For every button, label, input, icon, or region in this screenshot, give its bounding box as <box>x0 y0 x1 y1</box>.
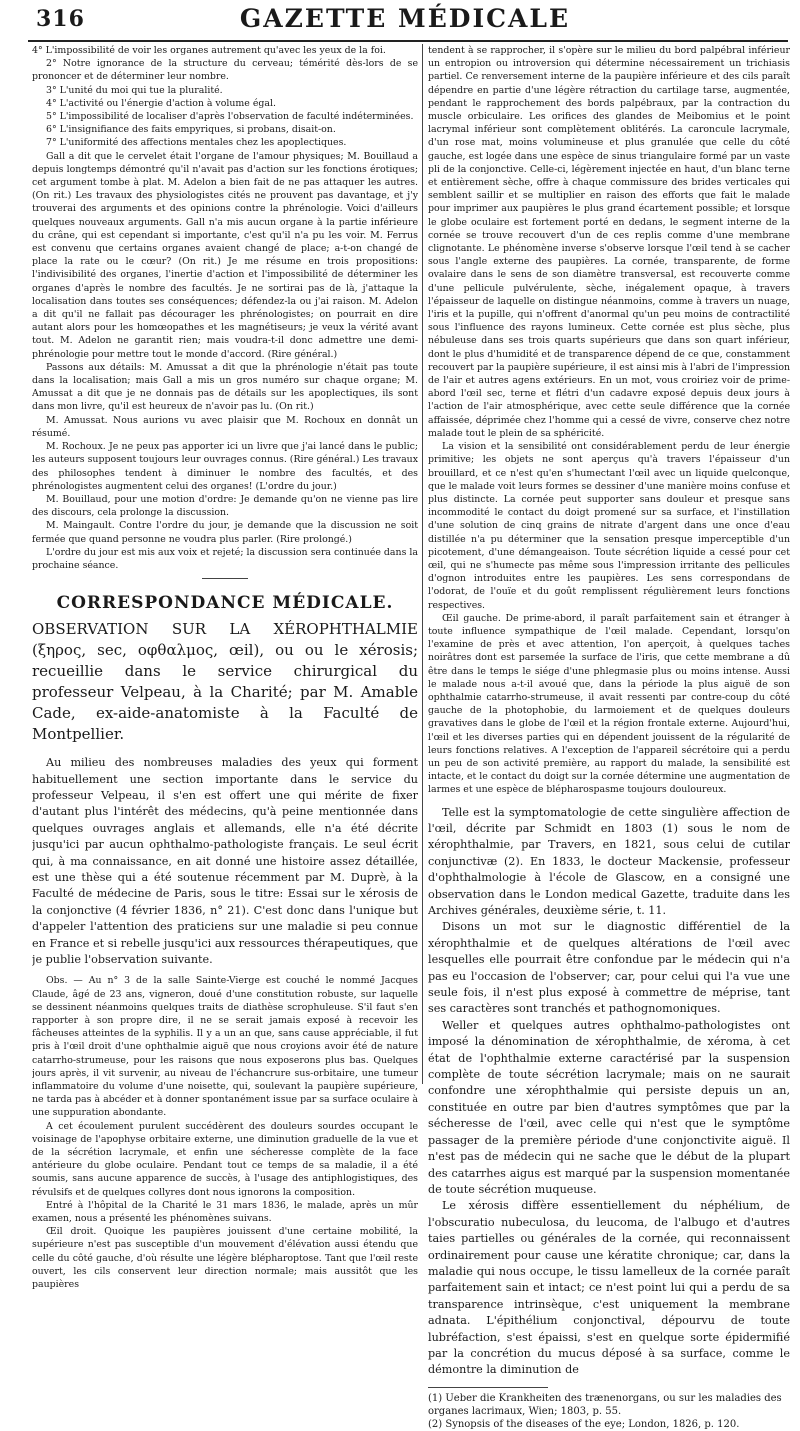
debate-item: 3° L'unité du moi qui tue la pluralité. <box>46 84 223 96</box>
section-divider <box>202 578 248 579</box>
observation-paragraph: Entré à l'hôpital de la Charité le 31 mars 1836, le malade, après un mûr examen, nous a présenté les phénomènes suivans. <box>32 1199 418 1225</box>
left-column <box>32 44 418 1291</box>
journal-title: GAZETTE MÉDICALE <box>239 4 571 33</box>
header-rule <box>28 40 788 42</box>
section-title: CORRESPONDANCE MÉDICALE. <box>56 593 394 614</box>
discussion-paragraph: Disons un mot sur le diagnostic différentiel de la xérophthalmie et de quelques altérations de l'œil avec lesquelles elle pourrait être confondue par le médecin qui n'a pas eu l'occasion de l'observer; car, pour celui qui l'a vue une seule fois, il n'est plus exposé à commettre de méprise, tant ses caractères sont tranchés et pathognomoniques. <box>428 920 790 1016</box>
debate-item: 4° L'impossibilité de voir les organes autrement qu'avec les yeux de la foi. <box>32 45 386 56</box>
observation-paragraph: Œil droit. Quoique les paupières jouissent d'une certaine mobilité, la supérieure n'est pas susceptible d'un mouvement d'élévation aussi étendu que celle du côté gauche, d'où résulte une légère blépharoptose. Tant que l'œil reste ouvert, les cils conservent leur direction normale; mais aussitôt que les paupières <box>32 1226 418 1291</box>
debate-item: 4° L'activité ou l'énergie d'action à volume égal. <box>46 97 276 109</box>
footnote-rule <box>428 1387 548 1388</box>
observation-paragraph: Obs. — Au n° 3 de la salle Sainte-Vierge est couché le nommé Jacques Claude, âgé de 23 ans, vigneron, doué d'une constitution robuste, sur laquelle se dessinent néanmoins quelques traits de diathèse scrophuleuse. S'il faut s'en rapporter à son propre dire, il ne se serait jamais exposé à recevoir les fâcheuses atteintes de la syphilis. Il y a un an que, sans cause appréciable, il fut pris à l'œil droit d'une ophthalmie aiguë que nous croyions avoir été de nature catarrho-strumeuse, pour les raisons que nous exposerons plus bas. Quelques jours après, il vit survenir, au niveau de l'échancrure sus-orbitaire, une tumeur inflammatoire du volume d'une noisette, qui, soulevant la paupière supérieure, ne tarda pas à abcéder et à donner spontanément issue par sa surface oculaire à une suppuration abondante. <box>32 975 418 1119</box>
debate-item: 6° L'insignifiance des faits empyriques, si probans, disait-on. <box>46 124 336 136</box>
debate-item: 7° L'uniformité des affections mentales chez les apoplectiques. <box>46 137 347 149</box>
column-divider <box>422 44 423 1084</box>
debate-paragraph: Gall a dit que le cervelet était l'organe de l'amour physiques; M. Bouillaud a depuis longtemps démontré qu'il n'avait pas d'action sur les fonctions érotiques; cet argument tombe à plat. M. Adelon a bien fait de ne pas attaquer les autres. (On rit.) Les travaux des physiologistes cités ne prouvent pas davantage, et j'y trouverai des arguments et des opinions contre la phrénologie. Voici d'ailleurs quelques nouveaux arguments. Gall n'a mis aucun organe à la partie inférieure du crâne, qui est cependant si importante, c'est qu'il n'a pu les voir. M. Ferrus est convenu que certains organes avaient changé de place; a-t-on changé de place la rate ou le cœur? (On rit.) Je me résume en trois propositions: l'indivisibilité des organes, l'inertie d'action et l'impossibilité de déterminer les organes d'après le nombre des facultés. Je ne sortirai pas de là, j'attaque la localisation dans toutes ses conséquences; défendez-la ou j'ai raison. M. Adelon a dit qu'il ne fallait pas décourager les phrénologistes; on pourrait en dire autant alors pour les homœopathes et les magnétiseurs; je veux la vérité avant tout. M. Adelon ne garantit rien; mais voudra-t-il donc admettre une demi-phrénologie pour mettre tout le monde d'accord. (Rire général.) <box>32 150 418 360</box>
debate-speaker-paragraph: M. Amussat. Nous aurions vu avec plaisir que M. Rochoux en donnât un résumé. <box>32 414 418 439</box>
discussion-paragraph: Telle est la symptomatologie de cette singulière affection de l'œil, décrite par Schmidt en 1803 (1) sous le nom de xérophthalmie, par Travers, en 1821, sous celui de cutilar conjunctivæ (2). En 1833, le docteur Mackensie, professeur d'ophthalmologie à l'école de Glascow, en a consigné une observation dans le London medical Gazette, traduite dans les Archives générales, deuxième série, t. 11. <box>428 805 790 918</box>
article-title: OBSERVATION SUR LA XÉROPHTHALMIE (ξηρος, sec, οφθαλμος, œil), ou ou le xérosis; recueillie dans le service chirurgical du professeur Velpeau, à la Charité; par M. Amable Cade, ex-aide-anatomiste à la Faculté de Montpellier. <box>32 620 418 744</box>
discussion-paragraph: Weller et quelques autres ophthalmo-pathologistes ont imposé la dénomination de xérophthalmie, de xéroma, à cet état de l'ophthalmie externe caractérisé par la suspension complète de toute sécrétion lacrymale; mais on ne saurait confondre une xérophthalmie qui persiste depuis un an, constituée en outre par bien d'autres symptômes que par la sécheresse de l'œil, avec celle qui n'est que le symptôme passager de la première période d'une conjonctivite aiguë. Il n'est pas de médecin qui ne sache que le début de la plupart des catarrhes aigus est marqué par la suspension momentanée de toute sécrétion muqueuse. <box>428 1018 790 1196</box>
debate-paragraph: Passons aux détails: M. Amussat a dit que la phrénologie n'était pas toute dans la localisation; mais Gall a mis un gros numéro sur chaque organe; M. Amussat a dit que je ne donnais pas de détails sur les apoplectiques, ils sont dans mon livre, qu'il est heureux de n'avoir pas lu. (On rit.) <box>32 361 418 413</box>
footnote: (2) Synopsis of the diseases of the eye; London, 1826, p. 120. <box>428 1418 740 1430</box>
page-number: 316 <box>36 6 85 32</box>
observation-continuation: tendent à se rapprocher, il s'opère sur le milieu du bord palpébral inférieur un entropion ou introversion qui détermine nécessairement un trichiasis partiel. Ce renversement interne de la paupière inférieure et des cils paraît dépendre en partie d'une légère rétraction du cartilage tarse, augmentée, pendant le rapprochement des bords palpébraux, par la contraction du muscle orbiculaire. Les orifices des glandes de Meibomius et le point lacrymal inférieur sont complètement oblitérés. La caroncule lacrymale, d'un rose mat, moins volumineuse et plus granulée que celle du côté gauche, est logée dans une espèce de sinus triangulaire formé par un vaste pli de la conjonctive. Celle-ci, légèrement injectée en haut, d'un blanc terne et entièrement sèche, offre à chaque commissure des brides verticales qui semblent saillir et se multiplier en raison des efforts que fait le malade pour imprimer aux paupières le plus grand écartement possible; et lorsque le globe oculaire est fortement porté en dedans, le segment interne de la cornée se trouve recouvert d'un de ces replis comme d'une membrane clignotante. Le phénomène inverse s'observe lorsque l'œil tend à se cacher sous l'angle externe des paupières. La cornée, transparente, de forme ovalaire dans le sens de son diamètre transversal, est recouverte comme d'une pellicule pulvérulente, sèche, inégalement opaque, à travers l'épaisseur de laquelle on distingue néanmoins, comme à travers un nuage, l'iris et la pupille, qui n'offrent d'anormal qu'un peu moins de contractilité sous l'influence des rayons lumineux. Cette cornée est plus sèche, plus nébuleuse dans ses trois quarts supérieurs que dans son quart inférieur, dont le plus d'humidité et de transparence dépend de ce que, constamment recouvert par la paupière supérieure, il est ainsi mis à l'abri de l'impression de l'air et autres agens extérieurs. En un mot, vous croiriez voir de prime-abord l'œil sec, terne et flétri d'un cadavre exposé depuis deux jours à l'action de l'air atmosphérique, avec cette seule différence que la cornée affaissée, déprimée chez l'homme qui a cessé de vivre, conserve chez notre malade tout le plein de sa sphéricité. <box>428 45 790 439</box>
discussion-paragraph: Le xérosis diffère essentiellement du néphélium, de l'obscuratio nubeculosa, du leucoma, de l'albugo et d'autres taies partielles ou générales de la cornée, qui reconnaissent ordinairement pour cause une kératite chronique; car, dans la maladie qui nous occupe, le tissu lamelleux de la cornée paraît parfaitement sain et intact; ce n'est point lui qui a perdu de sa transparence intrinsèque, c'est uniquement la membrane adnata. L'épithélium conjonctival, dépourvu de toute lubréfaction, s'est épaissi, s'est en quelque sorte épidermifié par la concrétion du mucus déposé à sa surface, comme le démontre la diminution de <box>428 1199 790 1377</box>
debate-item: 5° L'impossibilité de localiser d'après l'observation de faculté indéterminées. <box>46 111 414 123</box>
observation-paragraph: La vision et la sensibilité ont considérablement perdu de leur énergie primitive; les objets ne sont aperçus qu'à travers l'épaisseur d'un brouillard, et ce n'est qu'en s'humectant l'œil avec un liquide quelconque, que le malade voit leurs formes se dessiner d'une manière moins confuse et plus distincte. La cornée peut supporter sans douleur et presque sans incommodité le contact du doigt promené sur sa surface, et l'instillation d'une solution de cinq grains de nitrate d'argent dans une once d'eau distillée n'a pu déterminer que la sensation presque imperceptible d'un picotement, d'une démangeaison. Toute sécrétion liquide a cessé pour cet œil, qui ne s'humecte pas même sous l'impression irritante des pellicules d'ognon introduites entre les paupières. Les sens correspondans de l'odorat, de l'ouïe et du goût remplissent régulièrement leurs fonctions respectives. <box>428 441 790 611</box>
footnote: (1) Ueber die Krankheiten des trænenorgans, ou sur les maladies des organes lacrimaux, Wien; 1803, p. 55. <box>428 1392 782 1417</box>
debate-speaker-paragraph: M. Rochoux. Je ne peux pas apporter ici un livre que j'ai lancé dans le public; les auteurs supposent toujours leur ouvrages connus. (Rire général.) Les travaux des philosophes tendent à diminuer le nombre des facultés, et des phrénologistes augmentent celui des organes! (L'ordre du jour.) <box>32 441 418 492</box>
right-column <box>428 44 790 1431</box>
observation-paragraph: Œil gauche. De prime-abord, il paraît parfaitement sain et étranger à toute influence sympathique de l'œil malade. Cependant, lorsqu'on l'examine de près et avec attention, l'on aperçoit, à quelques taches noirâtres dont est parsemée la surface de l'iris, que cette membrane a dû être dans le temps le siége d'une phlegmasie plus ou moins intense. Aussi le malade nous a-t-il avoué que, dans la période la plus aiguë de son ophthalmie catarrho-strumeuse, il avait ressenti par contre-coup du côté gauche de la photophobie, du larmoiement et de quelques douleurs gravatives dans le globe de l'œil et la région frontale externe. Aujourd'hui, l'œil et les diverses parties qui en dépendent jouissent de la régularité de leurs fonctions relatives. A l'exception de l'appareil sécrétoire qui a perdu un peu de son activité première, au rapport du malade, la sensibilité est intacte, et le contact du doigt sur la cornée détermine une augmentation de larmes et une espèce de blépharospasme toujours douloureux. <box>428 612 790 796</box>
page-header <box>20 4 790 38</box>
debate-closing: L'ordre du jour est mis aux voix et rejeté; la discussion sera continuée dans la prochaine séance. <box>32 546 418 571</box>
debate-speaker-paragraph: M. Bouillaud, pour une motion d'ordre: Je demande qu'on ne vienne pas lire des discours, cela prolonge la discussion. <box>32 493 418 519</box>
observation-paragraph: A cet écoulement purulent succédèrent des douleurs sourdes occupant le voisinage de l'apophyse orbitaire externe, une diminution graduelle de la vue et de la sécrétion lacrymale, et enfin une sécheresse complète de la face antérieure du globe oculaire. Pendant tout ce temps de sa maladie, il a été soumis, sans aucune apparence de succès, à l'usage des antiphlogistiques, des révulsifs et de quelques collyres dont nous ignorons la composition. <box>32 1120 418 1198</box>
article-intro: Au milieu des nombreuses maladies des yeux qui forment habituellement une section importante dans le service du professeur Velpeau, il s'en est offert une qui mérite de fixer d'autant plus l'intérêt des médecins, qu'à peine mentionnée dans quelques ouvrages anglais et allemands, elle n'a été décrite jusqu'ici par aucun ophthalmo-pathologiste français. Le seul écrit qui, à ma connaissance, en ait donné une histoire assez détaillée, est une thèse qui a été soutenue récemment par M. Duprè, à la Faculté de médecine de Paris, sous le titre: Essai sur le xérosis de la conjonctive (4 février 1836, n° 21). C'est donc dans l'unique but d'appeler l'attention des praticiens sur une maladie si peu connue en France et si rebelle jusqu'ici aux ressources thérapeutiques, que je publie l'observation suivante. <box>32 756 418 966</box>
debate-speaker-paragraph: M. Maingault. Contre l'ordre du jour, je demande que la discussion ne soit fermée que quand personne ne voudra plus parler. (Rire prolongé.) <box>32 520 418 545</box>
debate-item: 2° Notre ignorance de la structure du cerveau; témérité dès-lors de se prononcer et de déterminer leur nombre. <box>32 58 418 83</box>
